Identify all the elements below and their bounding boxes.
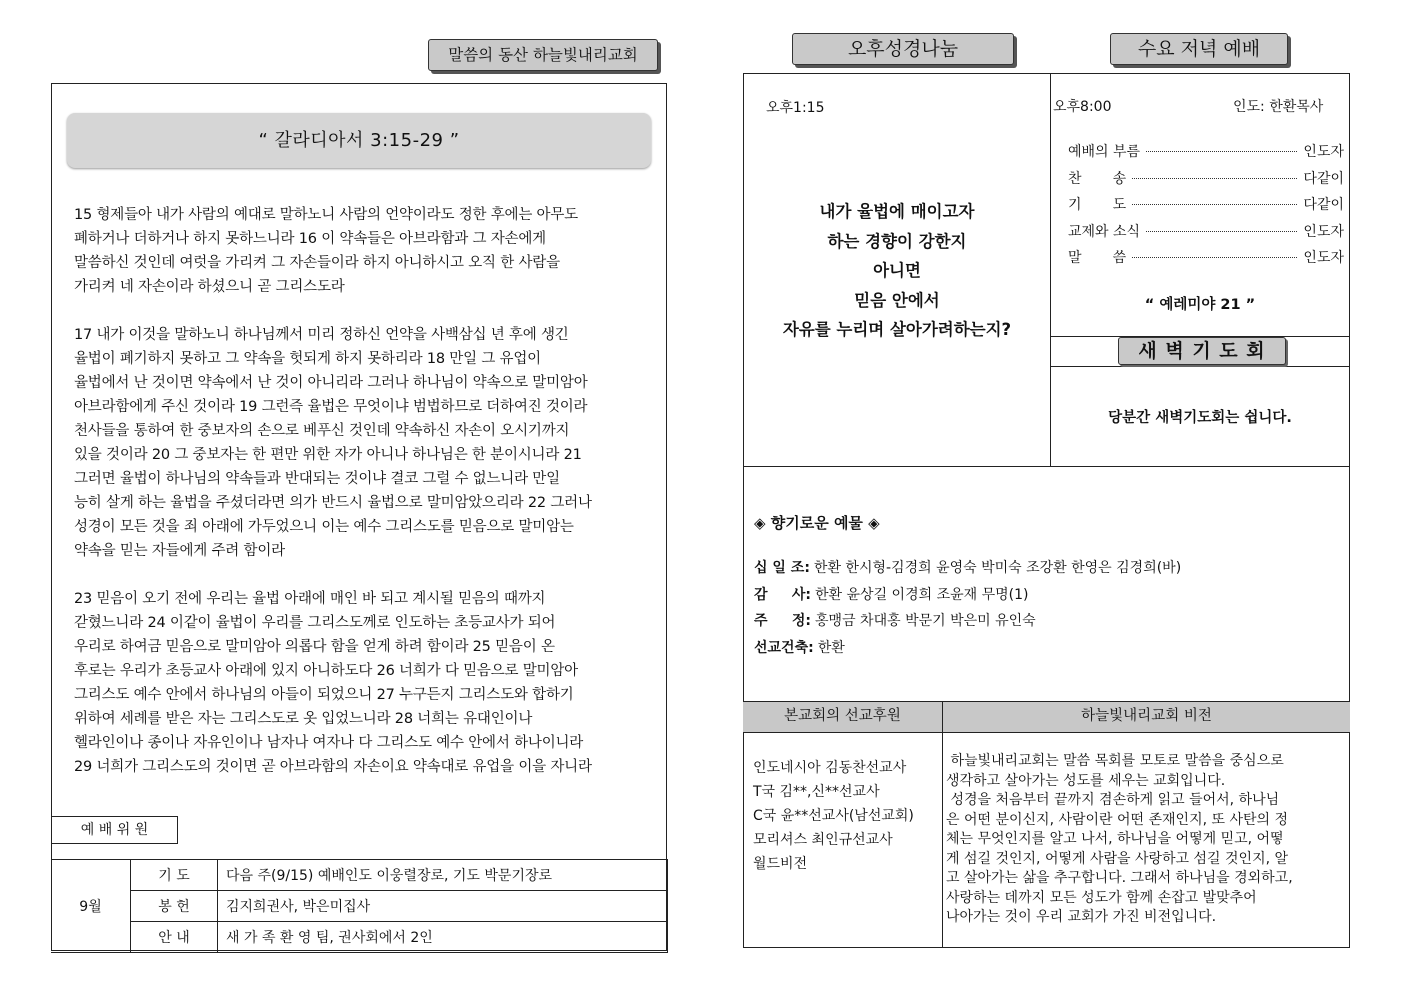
order-who: 인도자 xyxy=(1303,144,1344,160)
offering-row xyxy=(754,582,1344,609)
vision-line: 하늘빛내리교회는 말씀 목회를 모토로 말씀을 중심으로 xyxy=(946,753,1284,769)
passage-line: 약속을 믿는 자들에게 주려 함이라 xyxy=(74,543,285,559)
order-row xyxy=(1068,221,1344,248)
passage-body xyxy=(74,203,662,803)
passage-line: 있을 것이라 20 그 중보자는 한 편만 위한 자가 아니나 하나님은 한 분이시니라 21 xyxy=(74,447,582,463)
duty-month: 9월 xyxy=(51,860,131,953)
order-who: 인도자 xyxy=(1303,223,1344,240)
passage-line: 폐하거나 더하거나 하지 못하느니라 16 이 약속들은 아브라함과 그 자손에게 xyxy=(74,231,546,247)
order-item: 교제와 소식 xyxy=(1068,223,1141,240)
offering-names: 한환 윤상길 이경희 조윤재 무명(1) xyxy=(815,586,1029,603)
order-row xyxy=(1068,247,1344,274)
afternoon-time: 오후1:15 xyxy=(766,100,825,116)
passage-line: 천사들을 통하여 한 중보자의 손으로 베푸신 것인데 약속하신 자손이 오시기까지 xyxy=(74,423,570,439)
vision-line: 생각하고 살아가는 성도를 세우는 교회입니다. xyxy=(946,772,1226,789)
divider xyxy=(743,466,1350,467)
duty-table xyxy=(51,859,668,953)
duty-detail: 새 가 족 환 영 팀, 권사회에서 2인 xyxy=(218,922,668,953)
duty-label: 예 배 위 원 xyxy=(51,816,178,844)
order-item: 기 도 xyxy=(1068,197,1127,213)
vision-text xyxy=(946,752,1348,928)
vision-line: 사랑하는 데까지 모든 성도가 함께 손잡고 발맞추어 xyxy=(946,889,1257,906)
mission-list xyxy=(753,756,941,876)
divider xyxy=(942,701,943,948)
leader-dots xyxy=(1132,178,1297,179)
order-who: 인도자 xyxy=(1303,250,1344,266)
mission-header: 본교회의 선교후원 xyxy=(784,708,901,724)
vision-header: 하늘빛내리교회 비전 xyxy=(1081,708,1212,724)
duty-detail: 김지희권사, 박은미집사 xyxy=(218,891,668,922)
wednesday-leader: 인도: 한환목사 xyxy=(1233,99,1324,115)
passage-line: 그러면 율법이 하나님의 약속들과 반대되는 것이냐 결코 그럴 수 없느니라 만일 xyxy=(74,471,560,487)
vision-line: 체는 무엇인지를 알고 나서, 하나님을 어떻게 믿고, 어떻 xyxy=(946,831,1284,847)
offering-row xyxy=(754,555,1344,582)
vision-line: 나아가는 것이 우리 교회가 가진 비전입니다. xyxy=(946,909,1217,925)
passage-line: 17 내가 이것을 말하노니 하나님께서 미리 정하신 언약을 사백삼십 년 후에 생긴 xyxy=(74,327,569,343)
offering-row xyxy=(754,608,1344,635)
duty-role: 기 도 xyxy=(131,860,218,891)
passage-line: 성경이 모든 것을 죄 아래에 가두었으니 이는 예수 그리스도를 믿음으로 말미암는 xyxy=(74,519,574,535)
passage-line: 15 형제들아 내가 사람의 예대로 말하노니 사람의 언약이라도 정한 후에는 아무도 xyxy=(74,207,578,223)
list-item: C국 윤**선교사(남선교회) xyxy=(753,808,914,824)
vision-line: 은 어떤 분이신지, 사람이란 어떤 존재인지, 또 사탄의 정 xyxy=(946,811,1289,828)
duty-role: 안 내 xyxy=(131,922,218,953)
passage-line: 헬라인이나 종이나 자유인이나 남자나 여자나 다 그리스도 예수 안에서 하나이니라 xyxy=(74,735,584,751)
church-header-label: 말씀의 동산 하늘빛내리교회 xyxy=(428,39,658,71)
offering-label: 십 일 조: xyxy=(754,560,810,576)
dawn-prayer-label: 새 벽 기 도 회 xyxy=(1118,337,1286,365)
passage-line: 능히 살게 하는 율법을 주셨더라면 의가 반드시 율법으로 말미암았으리라 22 그러나 xyxy=(74,495,592,511)
passage-line: 가리켜 네 자손이라 하셨으니 곧 그리스도라 xyxy=(74,279,345,295)
order-item: 말 씀 xyxy=(1068,250,1127,266)
order-item: 찬 송 xyxy=(1068,170,1127,187)
wednesday-time: 오후8:00 xyxy=(1053,99,1112,115)
list-item: 월드비전 xyxy=(753,856,808,872)
vision-line: 게 섬길 것인지, 어떻게 사람을 사랑하고 섬길 것인지, 알 xyxy=(946,850,1289,867)
afternoon-study-label: 오후성경나눔 xyxy=(792,33,1014,65)
table-row xyxy=(51,891,668,922)
passage-line: 그리스도 예수 안에서 하나님의 아들이 되었으니 27 누구든지 그리스도와 합하기 xyxy=(74,687,574,703)
order-who: 다같이 xyxy=(1303,197,1344,213)
passage-line: 23 믿음이 오기 전에 우리는 율법 아래에 매인 바 되고 계시될 믿음의 때까지 xyxy=(74,591,546,607)
offering-label: 주 정: xyxy=(754,613,812,629)
dawn-prayer-notice: 당분간 새벽기도회는 쉽니다. xyxy=(1108,410,1292,426)
duty-detail: 다음 주(9/15) 예배인도 이웅렬장로, 기도 박문기장로 xyxy=(218,860,668,891)
list-item: T국 김**,신**선교사 xyxy=(753,784,880,800)
order-row xyxy=(1068,194,1344,221)
question-line: 믿음 안에서 xyxy=(854,290,940,310)
question-line: 자유를 누리며 살아가려하는지? xyxy=(782,320,1012,339)
offerings-list xyxy=(754,555,1344,661)
leader-dots xyxy=(1146,231,1297,232)
passage-line: 아브라함에게 주신 것이라 19 그런즉 율법은 무엇이냐 범법하므로 더하여진 것이라 xyxy=(74,399,588,415)
duty-role: 봉 헌 xyxy=(131,891,218,922)
vision-line: 고 살아가는 삶을 추구합니다. 그래서 하나님을 경외하고, xyxy=(946,870,1293,886)
passage-line: 말씀하신 것인데 여럿을 가리켜 그 자손들이라 하지 아니하시고 오직 한 사람을 xyxy=(74,255,560,271)
passage-title: “ 갈라디아서 3:15-29 ” xyxy=(258,130,460,151)
question-line: 내가 율법에 매이고자 xyxy=(819,202,975,221)
passage-line: 율법에서 난 것이면 약속에서 난 것이 아니리라 그러나 하나님이 약속으로 말미암아 xyxy=(74,375,588,391)
leader-dots xyxy=(1146,151,1297,152)
afternoon-question xyxy=(745,197,1049,345)
passage-line: 갇혔느니라 24 이같이 율법이 우리를 그리스도께로 인도하는 초등교사가 되어 xyxy=(74,615,556,631)
passage-line: 우리로 하여금 믿음으로 말미암아 의롭다 함을 얻게 하려 함이라 25 믿음이 온 xyxy=(74,639,555,655)
list-item: 인도네시아 김동찬선교사 xyxy=(753,760,907,776)
passage-paragraph xyxy=(74,203,662,299)
order-who: 다같이 xyxy=(1303,170,1344,187)
leader-dots xyxy=(1132,204,1297,205)
offering-label: 감 사: xyxy=(754,586,812,603)
worship-order xyxy=(1068,141,1344,274)
passage-line: 29 너희가 그리스도의 것이면 곧 아브라함의 자손이요 약속대로 유업을 이을 자니라 xyxy=(74,759,592,775)
offering-names: 한환 xyxy=(817,639,845,656)
table-row xyxy=(51,922,668,953)
order-row xyxy=(1068,168,1344,195)
vision-line: 성경을 처음부터 끝까지 겸손하게 읽고 들어서, 하나님 xyxy=(946,792,1280,808)
passage-paragraph xyxy=(74,587,662,779)
passage-line: 율법이 폐기하지 못하고 그 약속을 헛되게 하지 못하리라 18 만일 그 유업이 xyxy=(74,351,541,367)
wednesday-scripture: “ 예레미야 21 ” xyxy=(1144,297,1256,313)
divider xyxy=(1050,366,1350,367)
wednesday-service-label: 수요 저녁 예배 xyxy=(1110,33,1288,65)
passage-title-banner xyxy=(67,113,651,168)
order-row xyxy=(1068,141,1344,168)
leader-dots xyxy=(1132,257,1297,258)
question-line: 하는 경향이 강한지 xyxy=(827,231,967,251)
passage-line: 후로는 우리가 초등교사 아래에 있지 아니하도다 26 너희가 다 믿음으로 말미암아 xyxy=(74,663,578,679)
offering-names: 한환 한시형-김경희 윤영숙 박미숙 조강환 한영은 김경희(바) xyxy=(813,560,1182,576)
order-item: 예배의 부름 xyxy=(1068,144,1141,160)
offering-label: 선교건축: xyxy=(754,639,814,656)
question-line: 아니면 xyxy=(873,261,921,280)
list-item: 모리셔스 최인규선교사 xyxy=(753,832,893,848)
passage-line: 위하여 세례를 받은 자는 그리스도로 옷 입었느니라 28 너희는 유대인이나 xyxy=(74,711,533,727)
passage-paragraph xyxy=(74,323,662,563)
offering-names: 홍맹금 차대홍 박문기 박은미 유인숙 xyxy=(815,613,1036,629)
offering-row xyxy=(754,635,1344,662)
offerings-title: ◈ 향기로운 예물 ◈ xyxy=(754,514,880,532)
table-row xyxy=(51,860,668,891)
